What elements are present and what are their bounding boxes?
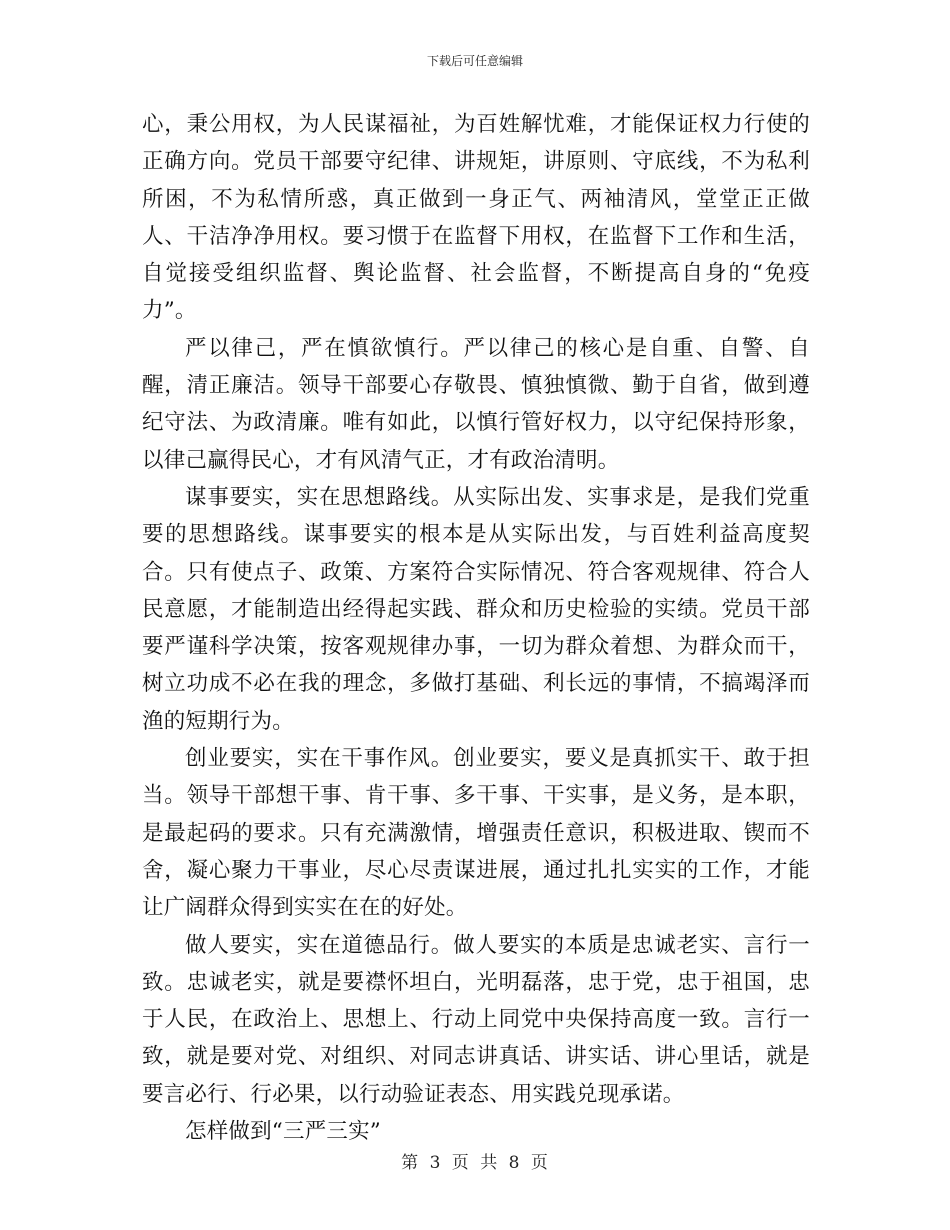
page-header: 下载后可任意编辑 [426, 54, 523, 68]
paragraph-3: 谋事要实，实在思想路线。从实际出发、实事求是，是我们党重要的思想路线。谋事要实的根本是从实际出发，与百姓利益高度契合。只有使点子、政策、方案符合实际情况、符合客观规律、符合人民意愿，才能制造出经得起实践、群众和历史检验的实绩。党员干部要严谨科学决策，按客观规律办事，一切为群众着想、为群众而干，树立功成不必在我的理念，多做打基础、利长远的事情，不搞竭泽而渔的短期行为。 [142, 484, 810, 734]
section-heading: 怎样做到“三严三实” [185, 1119, 381, 1145]
page-number-footer: 第 3 页 共 8 页 [401, 1153, 549, 1173]
paragraph-1: 心，秉公用权，为人民谋福祉，为百姓解忧难，才能保证权力行使的正确方向。党员干部要守纪律、讲规矩，讲原则、守底线，不为私利所困，不为私情所惑，真正做到一身正气、两袖清风，堂堂正正做人、干洁净净用权。要习惯于在监督下用权，在监督下工作和生活，自觉接受组织监督、舆论监督、社会监督，不断提高自身的“免疫力”。 [142, 112, 810, 324]
paragraph-4: 创业要实，实在干事作风。创业要实，要义是真抓实干、敢于担当。领导干部想干事、肯干事、多干事、干实事，是义务，是本职，是最起码的要求。只有充满激情，增强责任意识，积极进取、锲而不舍，凝心聚力干事业，尽心尽责谋进展，通过扎扎实实的工作，才能让广阔群众得到实实在在的好处。 [142, 746, 810, 921]
document-body [142, 106, 810, 1150]
paragraph-5: 做人要实，实在道德品行。做人要实的本质是忠诚老实、言行一致。忠诚老实，就是要襟怀坦白，光明磊落，忠于党，忠于祖国，忠于人民，在政治上、思想上、行动上同党中央保持高度一致。言行一致，就是要对党、对组织、对同志讲真话、讲实话、讲心里话，就是要言必行、行必果，以行动验证表态、用实践兑现承诺。 [142, 932, 810, 1107]
paragraph-2: 严以律己，严在慎欲慎行。严以律己的核心是自重、自警、自醒，清正廉洁。领导干部要心存敬畏、慎独慎微、勤于自省，做到遵纪守法、为政清廉。唯有如此，以慎行管好权力，以守纪保持形象，以律己赢得民心，才有风清气正，才有政治清明。 [142, 335, 810, 473]
